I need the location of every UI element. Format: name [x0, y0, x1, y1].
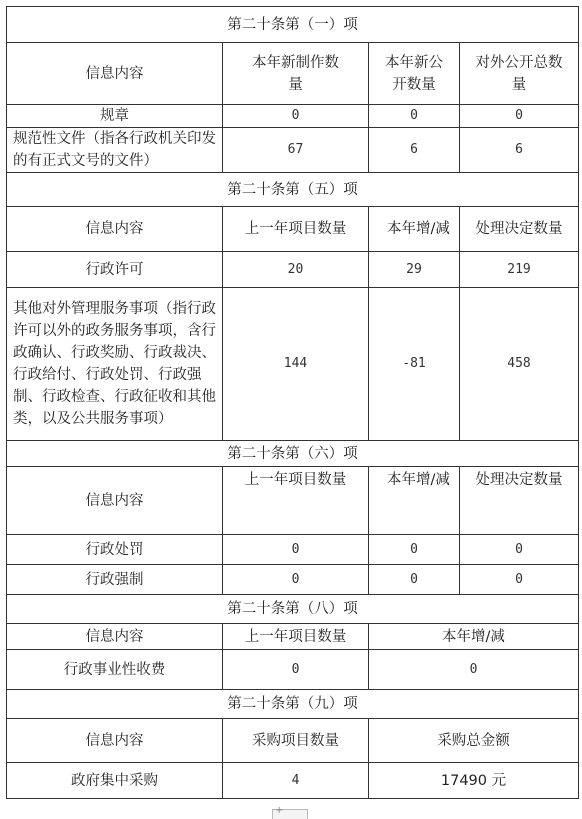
header-prev-year-count: 上一年项目数量 — [223, 624, 369, 650]
header-purchase-count: 采购项目数量 — [223, 719, 369, 763]
cell-value: 67 — [223, 128, 369, 173]
header-decisions: 处理决定数量 — [460, 467, 579, 535]
header-info-content: 信息内容 — [7, 43, 223, 105]
header-decisions: 处理决定数量 — [460, 207, 579, 252]
cell-value: 0 — [460, 535, 579, 565]
header-info-content: 信息内容 — [7, 207, 223, 252]
cell-value: 458 — [460, 288, 579, 441]
cell-value: 0 — [460, 565, 579, 595]
header-new-published: 本年新公开数量 — [369, 43, 460, 105]
cell-value: -81 — [369, 288, 460, 441]
row-label: 政府集中采购 — [7, 763, 223, 799]
cell-value: 144 — [223, 288, 369, 441]
cell-value: 0 — [369, 565, 460, 595]
cell-value: 0 — [369, 105, 460, 128]
cell-value: 0 — [223, 535, 369, 565]
cell-value: 29 — [369, 252, 460, 288]
row-label: 行政事业性收费 — [7, 650, 223, 690]
plus-icon: + — [275, 805, 284, 816]
cell-value: 20 — [223, 252, 369, 288]
header-purchase-total: 采购总金额 — [369, 719, 579, 763]
cell-value: 0 — [369, 650, 579, 690]
row-label: 行政许可 — [7, 252, 223, 288]
cell-value: 0 — [460, 105, 579, 128]
header-info-content: 信息内容 — [7, 624, 223, 650]
cell-value: 17490 元 — [369, 763, 579, 799]
section-title-5: 第二十条第（五）项 — [7, 173, 579, 207]
cell-value: 0 — [369, 535, 460, 565]
header-prev-year-count: 上一年项目数量 — [223, 207, 369, 252]
cell-value: 6 — [460, 128, 579, 173]
row-label: 规范性文件（指各行政机关印发的有正式文号的文件） — [7, 128, 223, 173]
header-change: 本年增/减 — [369, 207, 460, 252]
row-label: 行政强制 — [7, 565, 223, 595]
row-label: 行政处罚 — [7, 535, 223, 565]
row-label: 规章 — [7, 105, 223, 128]
row-label: 其他对外管理服务事项（指行政许可以外的政务服务事项，含行政确认、行政奖励、行政裁决、行政给付、行政处罚、行政强制、行政检查、行政征收和其他类，以及公共服务事项） — [7, 288, 223, 441]
cell-value: 4 — [223, 763, 369, 799]
section-title-8: 第二十条第（八）项 — [7, 595, 579, 624]
section-title-9: 第二十条第（九）项 — [7, 690, 579, 719]
section-title-6: 第二十条第（六）项 — [7, 441, 579, 467]
cell-value: 0 — [223, 650, 369, 690]
header-info-content: 信息内容 — [7, 467, 223, 535]
header-prev-year-count: 上一年项目数量 — [223, 467, 369, 535]
section-title-1: 第二十条第（一）项 — [7, 7, 579, 43]
disclosure-table — [6, 6, 579, 799]
cell-value: 219 — [460, 252, 579, 288]
header-change: 本年增/减 — [369, 624, 579, 650]
cell-value: 6 — [369, 128, 460, 173]
cell-value: 0 — [223, 565, 369, 595]
header-total-published: 对外公开总数量 — [460, 43, 579, 105]
header-change: 本年增/减 — [369, 467, 460, 535]
cell-value: 0 — [223, 105, 369, 128]
header-new-produced: 本年新制作数量 — [223, 43, 369, 105]
header-info-content: 信息内容 — [7, 719, 223, 763]
